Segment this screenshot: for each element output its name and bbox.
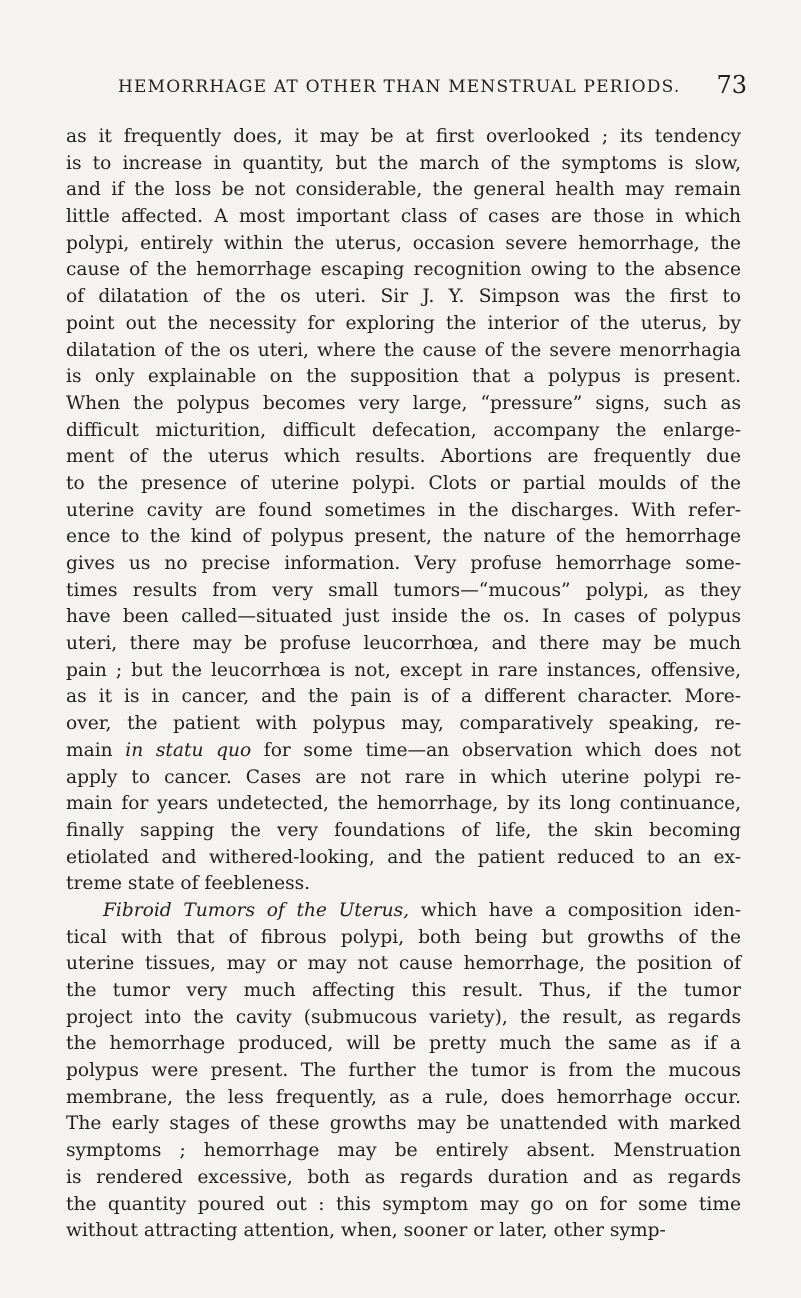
text-line: the tumor very much affecting this result. Thus, if the tumor	[66, 980, 741, 1001]
text-line: main for years undetected, the hemorrhage, by its long continuance,	[66, 793, 741, 815]
text-line: apply to cancer. Cases are not rare in which uterine polypi re-	[66, 766, 741, 788]
text-line: little affected. A most important class of cases are those in which	[66, 206, 741, 228]
text-line: without attracting attention, when, sooner or later, other symp-	[66, 1220, 666, 1242]
text-line: The early stages of these growths may be unattended with marked	[66, 1113, 741, 1135]
text-line: gives us no precise information. Very profuse hemorrhage some-	[66, 553, 741, 574]
text-line: uterine cavity are found sometimes in the discharges. With refer-	[66, 499, 741, 521]
text-line: the quantity poured out : this symptom may go on for some time	[66, 1193, 741, 1215]
text-line: finally sapping the very foundations of life, the skin becoming	[66, 819, 741, 841]
text-line: and if the loss be not considerable, the general health may remain	[66, 179, 741, 201]
text-line: have been called—situated just inside the os. In cases of polypus	[66, 606, 741, 628]
text-line: uteri, there may be profuse leucorrhœa, and there may be much	[66, 633, 741, 655]
text-line: tical with that of fibrous polypi, both being but growths of the	[66, 926, 741, 948]
text-line: polypus were present. The further the tumor is from the mucous	[66, 1060, 741, 1082]
text-line: project into the cavity (submucous variety), the result, as regards	[66, 1006, 741, 1028]
text-line: uterine tissues, may or may not cause hemorrhage, the position of	[66, 953, 741, 975]
text-line: to the presence of uterine polypi. Clots or partial moulds of the	[66, 472, 741, 494]
text-line	[66, 898, 741, 925]
text-line: cause of the hemorrhage escaping recognition owing to the absence	[66, 259, 741, 281]
text-line: difficult micturition, difficult defecation, accompany the enlarge-	[66, 419, 741, 441]
text-line: is rendered excessive, both as regards duration and as regards	[66, 1166, 741, 1188]
text-line: ment of the uterus which results. Abortions are frequently due	[66, 446, 741, 468]
text-line: as it is in cancer, and the pain is of a different character. More-	[66, 686, 741, 708]
text-line: polypi, entirely within the uterus, occasion severe hemorrhage, the	[66, 232, 741, 254]
text-line: treme state of feebleness.	[66, 873, 311, 895]
text-line: etiolated and withered-looking, and the patient reduced to an ex-	[66, 846, 741, 868]
page-number: 73	[716, 71, 747, 99]
italic-phrase: in statu quo	[125, 739, 252, 761]
text-line: of dilatation of the os uteri. Sir J. Y. Simpson was the first to	[66, 286, 741, 308]
text-line: pain ; but the leucorrhœa is not, except in rare instances, offensive,	[66, 659, 741, 681]
text-line: point out the necessity for exploring the interior of the uterus, by	[66, 312, 741, 334]
text-line: membrane, the less frequently, as a rule, does hemorrhage occur.	[66, 1086, 741, 1108]
text-line: ence to the kind of polypus present, the nature of the hemorrhage	[66, 526, 741, 548]
text-segment: for some time—an observation which does not	[251, 739, 741, 761]
text-line	[66, 738, 741, 765]
text-line: dilatation of the os uteri, where the cause of the severe menorrhagia	[66, 339, 741, 361]
text-line: is only explainable on the supposition that a polypus is present.	[66, 366, 741, 388]
body-text	[66, 124, 741, 1245]
text-line: times results from very small tumors—“mucous” polypi, as they	[66, 579, 741, 601]
text-line: the hemorrhage produced, will be pretty much the same as if a	[66, 1033, 741, 1055]
text-line: When the polypus becomes very large, “pressure” signs, such as	[66, 392, 741, 414]
text-segment: main	[66, 739, 126, 761]
italic-phrase: Fibroid Tumors of the Uterus,	[103, 899, 410, 921]
text-line: as it frequently does, it may be at first overlooked ; its tendency	[66, 126, 741, 147]
text-segment: which have a composition iden-	[409, 899, 741, 921]
text-line: symptoms ; hemorrhage may be entirely absent. Menstruation	[66, 1140, 741, 1162]
text-line: over, the patient with polypus may, comparatively speaking, re-	[66, 713, 741, 735]
text-line: is to increase in quantity, but the march of the symptoms is slow,	[66, 152, 741, 174]
running-head: HEMORRHAGE AT OTHER THAN MENSTRUAL PERIODS.	[118, 77, 681, 97]
